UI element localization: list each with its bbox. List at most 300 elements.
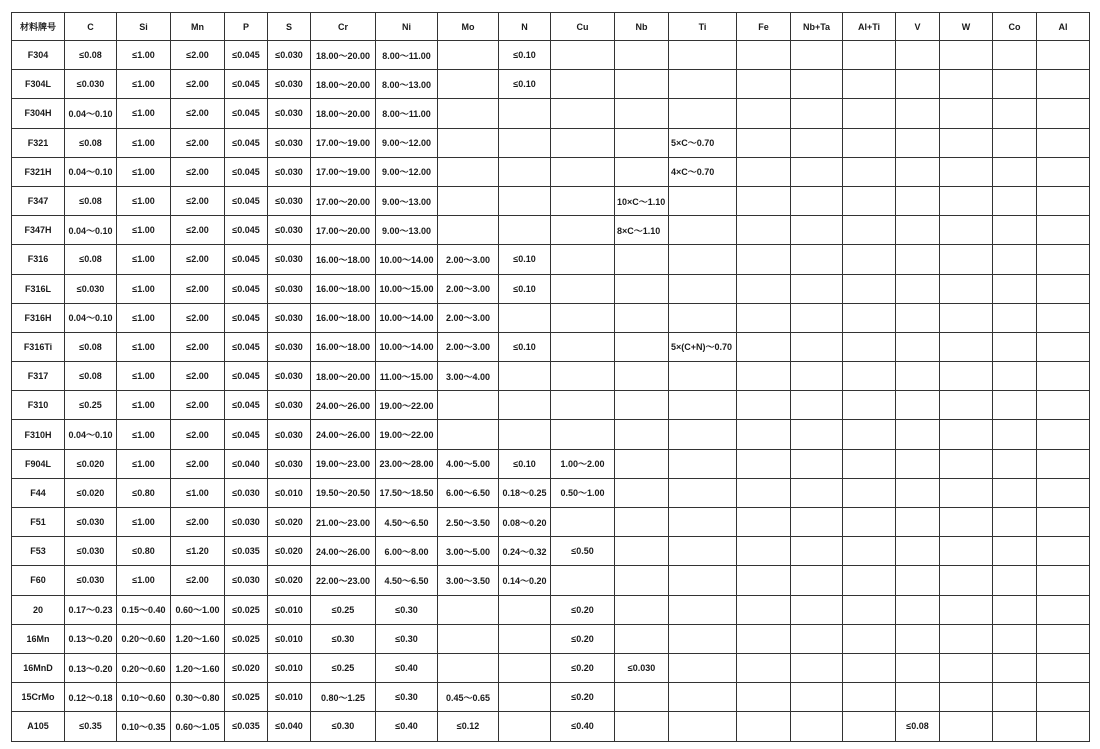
value-cell: ≤0.30: [311, 712, 376, 741]
grade-cell: F304: [12, 41, 65, 70]
value-cell: ≤1.00: [117, 41, 171, 70]
value-cell: [499, 157, 551, 186]
grade-cell: 16MnD: [12, 653, 65, 682]
value-cell: [737, 712, 791, 741]
column-header: Co: [993, 13, 1037, 41]
value-cell: [737, 478, 791, 507]
value-cell: [1037, 712, 1090, 741]
value-cell: [940, 157, 993, 186]
value-cell: [843, 449, 896, 478]
value-cell: 3.00～3.50: [438, 566, 499, 595]
value-cell: 23.00～28.00: [376, 449, 438, 478]
value-cell: 16.00～18.00: [311, 332, 376, 361]
value-cell: [551, 332, 615, 361]
value-cell: [669, 420, 737, 449]
value-cell: [1037, 508, 1090, 537]
column-header: Fe: [737, 13, 791, 41]
value-cell: ≤2.00: [171, 70, 225, 99]
value-cell: 0.04～0.10: [65, 303, 117, 332]
value-cell: [669, 449, 737, 478]
value-cell: 6.00～6.50: [438, 478, 499, 507]
value-cell: [940, 362, 993, 391]
value-cell: [993, 653, 1037, 682]
value-cell: ≤0.045: [225, 216, 268, 245]
value-cell: 24.00～26.00: [311, 537, 376, 566]
value-cell: 1.20～1.60: [171, 653, 225, 682]
value-cell: 18.00～20.00: [311, 70, 376, 99]
value-cell: ≤1.00: [117, 449, 171, 478]
value-cell: ≤2.00: [171, 508, 225, 537]
value-cell: 0.60～1.05: [171, 712, 225, 741]
value-cell: [896, 99, 940, 128]
value-cell: [993, 41, 1037, 70]
value-cell: [993, 99, 1037, 128]
value-cell: ≤0.020: [65, 478, 117, 507]
value-cell: [438, 216, 499, 245]
value-cell: ≤0.010: [268, 683, 311, 712]
value-cell: ≤0.045: [225, 128, 268, 157]
value-cell: [669, 653, 737, 682]
value-cell: [737, 537, 791, 566]
value-cell: 4.50～6.50: [376, 508, 438, 537]
value-cell: [843, 274, 896, 303]
value-cell: 5×(C+N)～0.70: [669, 332, 737, 361]
column-header: Ni: [376, 13, 438, 41]
value-cell: [843, 391, 896, 420]
value-cell: ≤0.045: [225, 420, 268, 449]
value-cell: ≤0.030: [268, 245, 311, 274]
column-header: Al: [1037, 13, 1090, 41]
value-cell: [737, 303, 791, 332]
value-cell: [737, 362, 791, 391]
value-cell: [1037, 274, 1090, 303]
value-cell: [791, 362, 843, 391]
value-cell: ≤0.30: [376, 624, 438, 653]
value-cell: [896, 478, 940, 507]
value-cell: ≤0.08: [896, 712, 940, 741]
value-cell: 18.00～20.00: [311, 362, 376, 391]
value-cell: ≤0.020: [225, 653, 268, 682]
grade-cell: F904L: [12, 449, 65, 478]
value-cell: [940, 186, 993, 215]
value-cell: 4×C～0.70: [669, 157, 737, 186]
value-cell: [669, 537, 737, 566]
value-cell: [737, 391, 791, 420]
value-cell: 22.00～23.00: [311, 566, 376, 595]
grade-cell: F317: [12, 362, 65, 391]
value-cell: [993, 683, 1037, 712]
value-cell: [737, 508, 791, 537]
value-cell: [669, 478, 737, 507]
value-cell: [791, 128, 843, 157]
value-cell: ≤0.045: [225, 303, 268, 332]
value-cell: [1037, 245, 1090, 274]
value-cell: [843, 99, 896, 128]
value-cell: [896, 683, 940, 712]
table-row: [12, 216, 1090, 245]
table-row: [12, 420, 1090, 449]
value-cell: ≤0.030: [268, 274, 311, 303]
value-cell: [843, 537, 896, 566]
value-cell: [791, 99, 843, 128]
grade-cell: F316L: [12, 274, 65, 303]
value-cell: [737, 128, 791, 157]
column-header: Mo: [438, 13, 499, 41]
column-header: Al+Ti: [843, 13, 896, 41]
value-cell: ≤0.10: [499, 332, 551, 361]
value-cell: ≤0.020: [268, 566, 311, 595]
value-cell: [499, 420, 551, 449]
grade-cell: F304H: [12, 99, 65, 128]
value-cell: [940, 99, 993, 128]
value-cell: 19.00～22.00: [376, 391, 438, 420]
value-cell: ≤0.045: [225, 157, 268, 186]
value-cell: [499, 683, 551, 712]
value-cell: [896, 508, 940, 537]
value-cell: [551, 420, 615, 449]
value-cell: [1037, 420, 1090, 449]
value-cell: ≤1.00: [117, 245, 171, 274]
value-cell: [499, 186, 551, 215]
value-cell: [1037, 566, 1090, 595]
grade-cell: F316: [12, 245, 65, 274]
value-cell: [791, 478, 843, 507]
value-cell: ≤0.020: [65, 449, 117, 478]
table-row: [12, 362, 1090, 391]
value-cell: 8×C～1.10: [615, 216, 669, 245]
value-cell: [896, 624, 940, 653]
value-cell: ≤0.25: [311, 653, 376, 682]
value-cell: ≤0.025: [225, 683, 268, 712]
value-cell: 2.00～3.00: [438, 274, 499, 303]
value-cell: 21.00～23.00: [311, 508, 376, 537]
value-cell: 0.60～1.00: [171, 595, 225, 624]
value-cell: [615, 537, 669, 566]
value-cell: [669, 362, 737, 391]
value-cell: [1037, 478, 1090, 507]
value-cell: [615, 478, 669, 507]
value-cell: ≤0.030: [225, 566, 268, 595]
value-cell: ≤0.30: [311, 624, 376, 653]
value-cell: [669, 624, 737, 653]
value-cell: ≤2.00: [171, 332, 225, 361]
value-cell: ≤0.030: [225, 508, 268, 537]
value-cell: [896, 70, 940, 99]
value-cell: ≤0.08: [65, 362, 117, 391]
value-cell: 0.04～0.10: [65, 420, 117, 449]
value-cell: [791, 508, 843, 537]
value-cell: 9.00～12.00: [376, 157, 438, 186]
value-cell: [615, 420, 669, 449]
value-cell: [993, 362, 1037, 391]
value-cell: [843, 332, 896, 361]
value-cell: [940, 332, 993, 361]
value-cell: [499, 128, 551, 157]
value-cell: [843, 245, 896, 274]
value-cell: [843, 128, 896, 157]
table-row: [12, 537, 1090, 566]
value-cell: [896, 274, 940, 303]
grade-cell: 16Mn: [12, 624, 65, 653]
value-cell: [993, 70, 1037, 99]
grade-cell: F316Ti: [12, 332, 65, 361]
value-cell: [993, 332, 1037, 361]
value-cell: [499, 303, 551, 332]
value-cell: [993, 216, 1037, 245]
value-cell: ≤0.030: [65, 508, 117, 537]
value-cell: [615, 128, 669, 157]
value-cell: [615, 99, 669, 128]
value-cell: [551, 41, 615, 70]
value-cell: ≤0.08: [65, 128, 117, 157]
value-cell: [896, 362, 940, 391]
column-header: S: [268, 13, 311, 41]
value-cell: ≤0.20: [551, 624, 615, 653]
value-cell: [551, 128, 615, 157]
value-cell: [843, 362, 896, 391]
value-cell: [737, 332, 791, 361]
value-cell: [551, 566, 615, 595]
value-cell: ≤2.00: [171, 245, 225, 274]
value-cell: [499, 391, 551, 420]
value-cell: [551, 274, 615, 303]
value-cell: 8.00～13.00: [376, 70, 438, 99]
value-cell: [791, 332, 843, 361]
value-cell: [737, 653, 791, 682]
value-cell: [438, 157, 499, 186]
column-header: Nb+Ta: [791, 13, 843, 41]
value-cell: [791, 157, 843, 186]
value-cell: [843, 624, 896, 653]
table-row: [12, 274, 1090, 303]
column-header: V: [896, 13, 940, 41]
value-cell: 0.04～0.10: [65, 216, 117, 245]
value-cell: ≤0.020: [268, 508, 311, 537]
value-cell: 2.00～3.00: [438, 332, 499, 361]
value-cell: [940, 216, 993, 245]
value-cell: ≤0.10: [499, 245, 551, 274]
value-cell: ≤0.10: [499, 41, 551, 70]
value-cell: [993, 537, 1037, 566]
value-cell: ≤0.20: [551, 683, 615, 712]
value-cell: ≤2.00: [171, 157, 225, 186]
value-cell: [737, 449, 791, 478]
grade-cell: F310: [12, 391, 65, 420]
value-cell: [993, 449, 1037, 478]
value-cell: [896, 537, 940, 566]
value-cell: 0.04～0.10: [65, 99, 117, 128]
value-cell: [1037, 391, 1090, 420]
value-cell: ≤0.030: [225, 478, 268, 507]
value-cell: [438, 99, 499, 128]
value-cell: [791, 566, 843, 595]
column-header: Cu: [551, 13, 615, 41]
value-cell: [438, 595, 499, 624]
value-cell: ≤0.030: [268, 420, 311, 449]
value-cell: [791, 391, 843, 420]
value-cell: [843, 70, 896, 99]
value-cell: ≤0.30: [376, 683, 438, 712]
table-row: [12, 99, 1090, 128]
value-cell: 0.45～0.65: [438, 683, 499, 712]
value-cell: [791, 683, 843, 712]
grade-cell: F310H: [12, 420, 65, 449]
value-cell: [438, 41, 499, 70]
value-cell: [791, 624, 843, 653]
value-cell: ≤0.030: [268, 186, 311, 215]
value-cell: [940, 420, 993, 449]
value-cell: [1037, 449, 1090, 478]
value-cell: [669, 712, 737, 741]
value-cell: ≤0.030: [268, 41, 311, 70]
grade-cell: F321: [12, 128, 65, 157]
grade-cell: F347: [12, 186, 65, 215]
value-cell: [615, 595, 669, 624]
column-header: P: [225, 13, 268, 41]
value-cell: [1037, 362, 1090, 391]
value-cell: [669, 683, 737, 712]
value-cell: 9.00～12.00: [376, 128, 438, 157]
value-cell: [843, 157, 896, 186]
value-cell: ≤2.00: [171, 566, 225, 595]
value-cell: [551, 157, 615, 186]
value-cell: ≤0.045: [225, 70, 268, 99]
value-cell: ≤0.025: [225, 624, 268, 653]
value-cell: 0.80～1.25: [311, 683, 376, 712]
column-header: N: [499, 13, 551, 41]
table-row: [12, 41, 1090, 70]
value-cell: [940, 391, 993, 420]
value-cell: 3.00～5.00: [438, 537, 499, 566]
grade-cell: 15CrMo: [12, 683, 65, 712]
value-cell: [615, 683, 669, 712]
value-cell: ≤2.00: [171, 128, 225, 157]
value-cell: [896, 186, 940, 215]
value-cell: [791, 274, 843, 303]
value-cell: ≤0.030: [268, 157, 311, 186]
value-cell: [940, 303, 993, 332]
value-cell: [669, 216, 737, 245]
value-cell: ≤0.010: [268, 653, 311, 682]
value-cell: 0.14～0.20: [499, 566, 551, 595]
value-cell: 3.00～4.00: [438, 362, 499, 391]
value-cell: [791, 449, 843, 478]
value-cell: [993, 624, 1037, 653]
value-cell: ≤0.045: [225, 274, 268, 303]
value-cell: [551, 99, 615, 128]
table-row: [12, 449, 1090, 478]
value-cell: [993, 186, 1037, 215]
value-cell: [843, 478, 896, 507]
table-row: [12, 624, 1090, 653]
value-cell: [737, 274, 791, 303]
table-row: [12, 391, 1090, 420]
value-cell: 1.20～1.60: [171, 624, 225, 653]
value-cell: 10.00～14.00: [376, 245, 438, 274]
grade-cell: F51: [12, 508, 65, 537]
value-cell: 0.08～0.20: [499, 508, 551, 537]
value-cell: [896, 420, 940, 449]
value-cell: ≤0.020: [268, 537, 311, 566]
value-cell: ≤1.00: [117, 274, 171, 303]
value-cell: [791, 303, 843, 332]
value-cell: [1037, 303, 1090, 332]
value-cell: ≤0.040: [268, 712, 311, 741]
value-cell: [551, 70, 615, 99]
value-cell: [896, 391, 940, 420]
value-cell: [737, 595, 791, 624]
table-row: [12, 128, 1090, 157]
grade-cell: 20: [12, 595, 65, 624]
value-cell: [737, 683, 791, 712]
value-cell: [737, 41, 791, 70]
value-cell: ≤2.00: [171, 41, 225, 70]
value-cell: [791, 70, 843, 99]
value-cell: [551, 216, 615, 245]
value-cell: [896, 128, 940, 157]
value-cell: 1.00～2.00: [551, 449, 615, 478]
value-cell: [993, 420, 1037, 449]
value-cell: 16.00～18.00: [311, 274, 376, 303]
composition-table: [11, 12, 1090, 742]
value-cell: [843, 595, 896, 624]
column-header: W: [940, 13, 993, 41]
value-cell: ≤0.30: [376, 595, 438, 624]
value-cell: ≤0.80: [117, 537, 171, 566]
value-cell: [737, 245, 791, 274]
grade-cell: F316H: [12, 303, 65, 332]
value-cell: [669, 566, 737, 595]
value-cell: 2.00～3.00: [438, 245, 499, 274]
value-cell: 0.10～0.60: [117, 683, 171, 712]
value-cell: ≤2.00: [171, 391, 225, 420]
value-cell: [843, 303, 896, 332]
value-cell: 0.18～0.25: [499, 478, 551, 507]
table-row: [12, 303, 1090, 332]
value-cell: ≤2.00: [171, 99, 225, 128]
value-cell: ≤0.025: [225, 595, 268, 624]
value-cell: ≤0.40: [376, 653, 438, 682]
value-cell: ≤0.030: [268, 99, 311, 128]
value-cell: [791, 245, 843, 274]
value-cell: ≤0.045: [225, 186, 268, 215]
value-cell: [1037, 683, 1090, 712]
value-cell: [791, 537, 843, 566]
table-body: [12, 41, 1090, 742]
value-cell: 17.00～19.00: [311, 128, 376, 157]
value-cell: [438, 391, 499, 420]
grade-cell: F60: [12, 566, 65, 595]
value-cell: [669, 245, 737, 274]
value-cell: [669, 303, 737, 332]
value-cell: ≤0.045: [225, 245, 268, 274]
value-cell: [843, 508, 896, 537]
value-cell: ≤0.030: [268, 70, 311, 99]
value-cell: [499, 624, 551, 653]
value-cell: 11.00～15.00: [376, 362, 438, 391]
value-cell: [940, 595, 993, 624]
grade-cell: F321H: [12, 157, 65, 186]
value-cell: [896, 449, 940, 478]
value-cell: [615, 391, 669, 420]
value-cell: 0.15～0.40: [117, 595, 171, 624]
value-cell: [1037, 332, 1090, 361]
value-cell: [896, 41, 940, 70]
value-cell: [791, 186, 843, 215]
table-row: [12, 186, 1090, 215]
value-cell: 24.00～26.00: [311, 420, 376, 449]
value-cell: [551, 303, 615, 332]
